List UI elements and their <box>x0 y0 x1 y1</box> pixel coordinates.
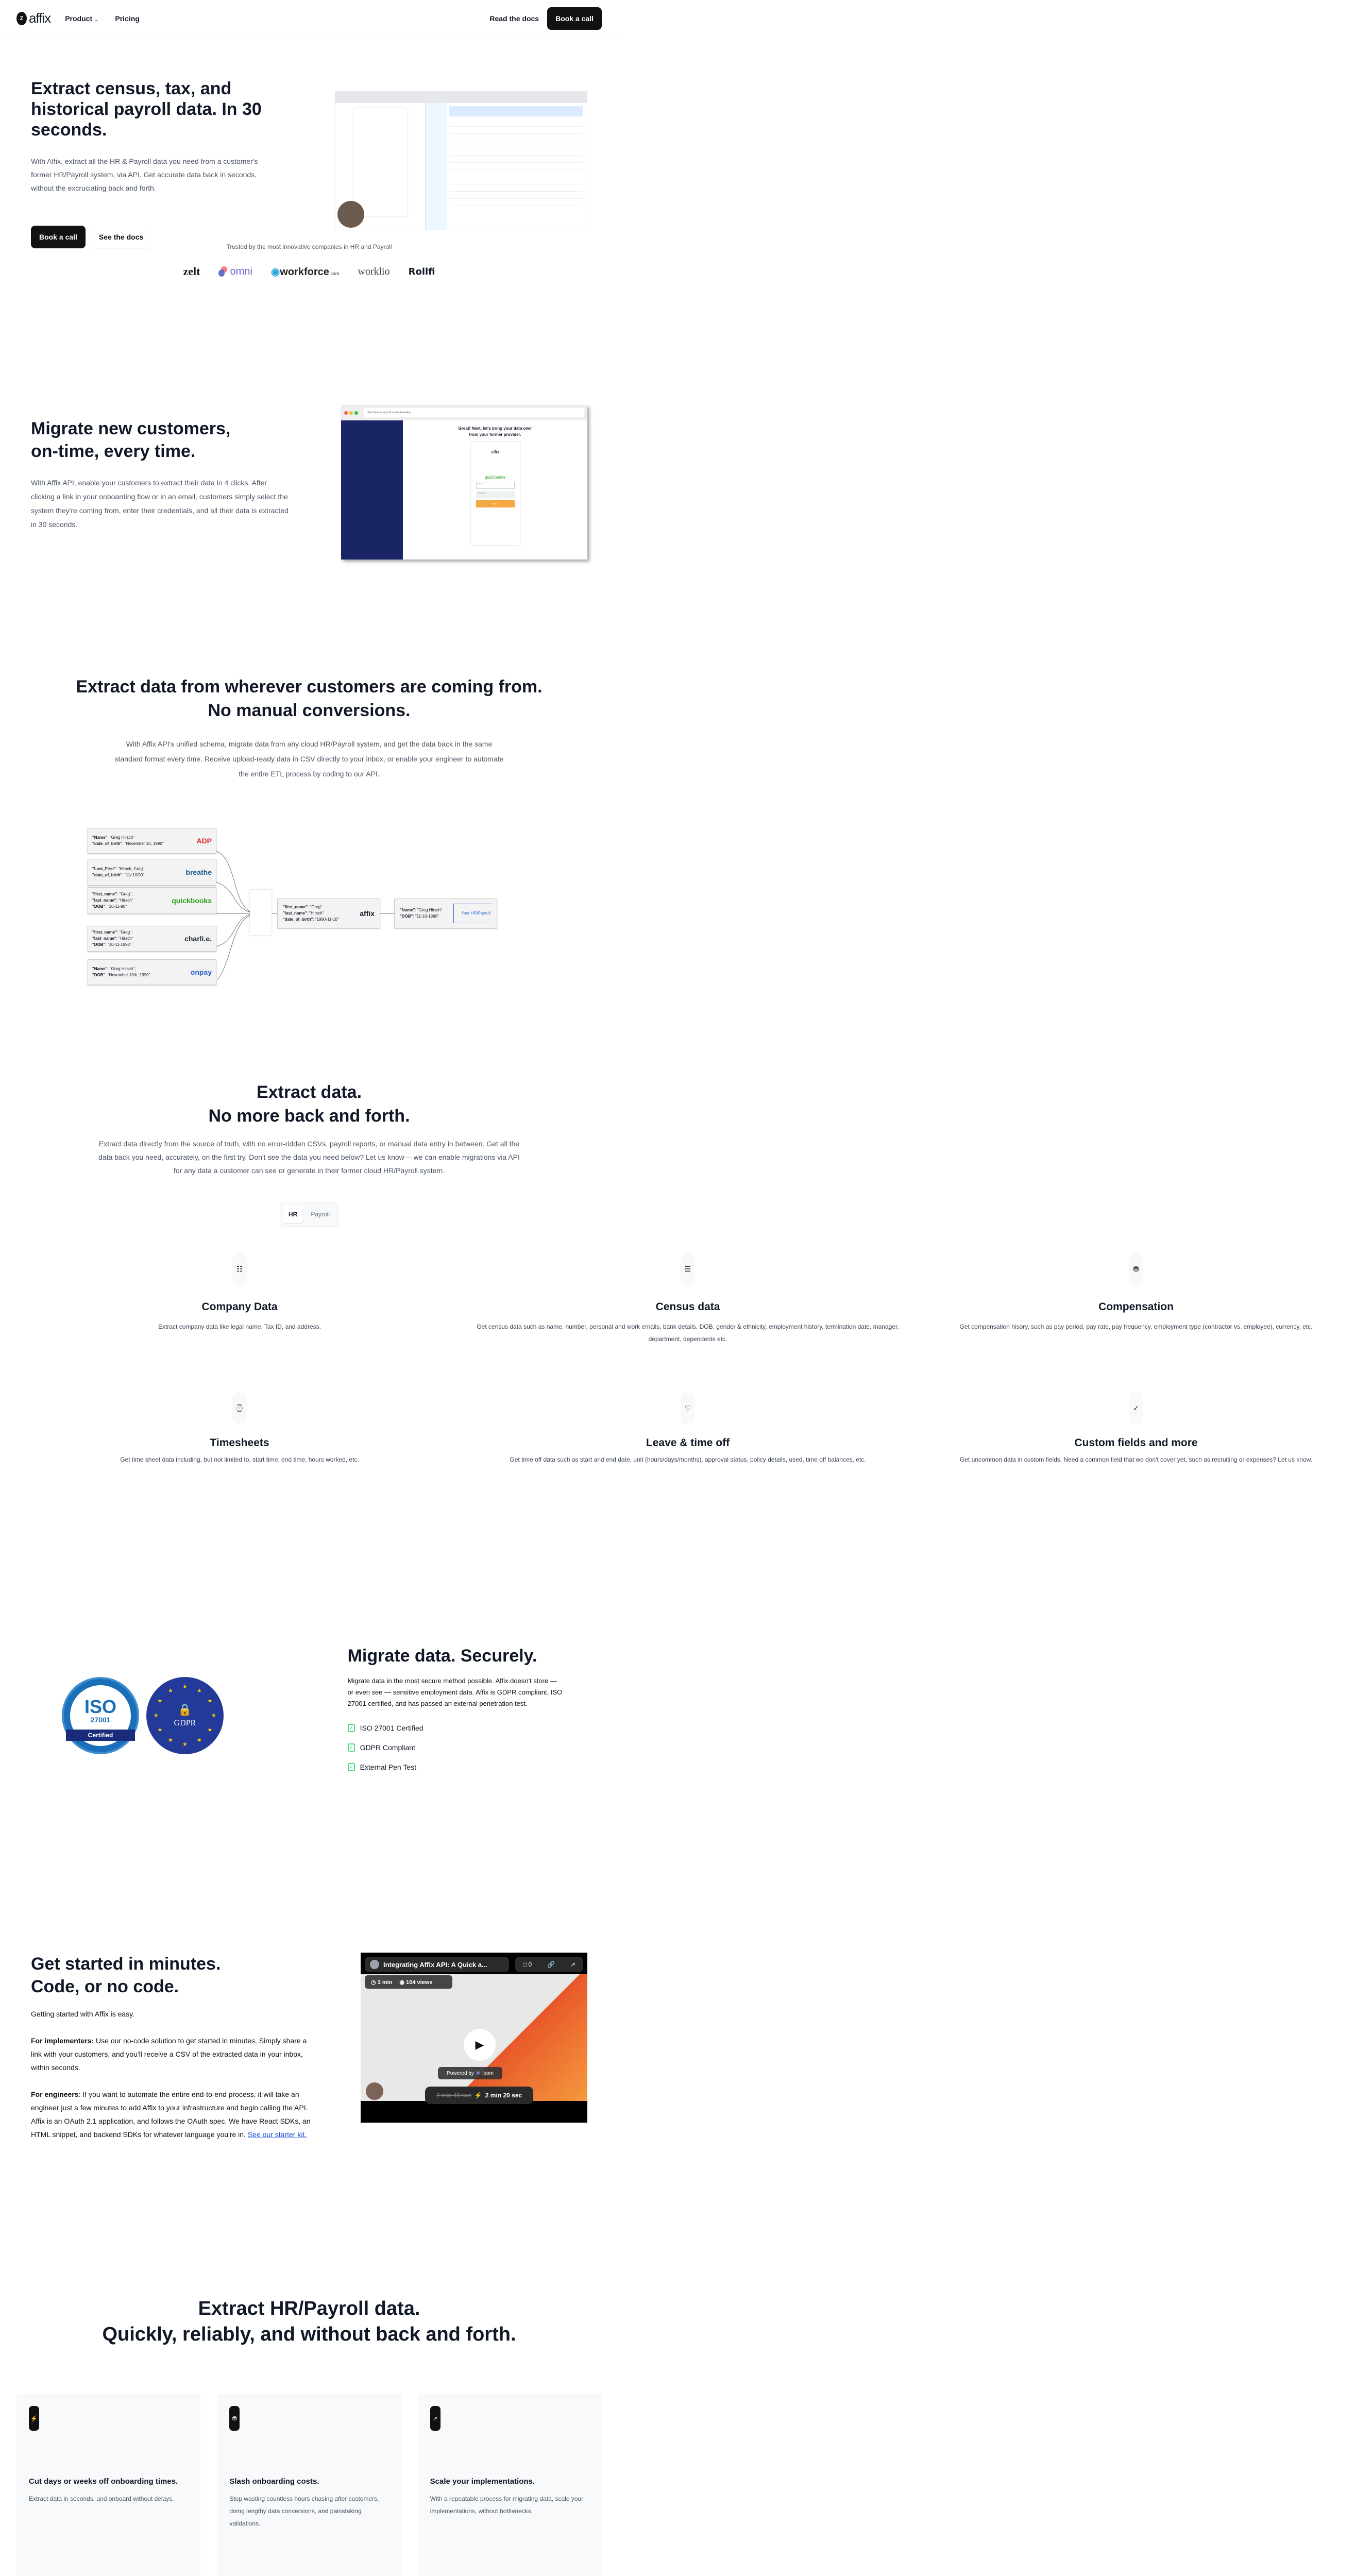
connector-line <box>216 851 252 913</box>
source-logo: breathe <box>185 868 212 876</box>
powered-by-loom: Powered by ✺ loom <box>438 2067 502 2079</box>
top-nav <box>0 0 618 37</box>
omni-logo: omni <box>218 266 252 278</box>
leave-icon: ♡ <box>681 1392 695 1425</box>
presenter-webcam <box>337 201 364 228</box>
connector-line <box>216 882 252 913</box>
source-system-box: "first_name": "Greg", "last_name": "Hirsch" "DOB": "10-11-1990" charli.e. <box>88 926 216 952</box>
checkbox-icon: ✓ <box>348 1724 355 1732</box>
trusted-label: Trusted by the most innovative companies in HR and Payroll <box>226 243 392 250</box>
star-icon: ★ <box>168 1687 173 1694</box>
browser-url: https://your-hr-payroll.com/onboarding <box>364 408 584 417</box>
benefit-description: Stop wasting countless hours chasing after customers, doing lengthy data conversions, and painstaking validations. <box>229 2495 379 2527</box>
data-normalization-diagram <box>82 828 536 1013</box>
benefits-section <box>0 2296 618 2347</box>
onboarding-browser-mock <box>341 405 587 560</box>
engineers-paragraph: For engineers: If you want to automate the entire end-to-end process, it will take an engineer just a few minutes to add Affix to your infrastructure and begin calling the API. Affix is an OAuth 2.1 application, and follows the OAuth spec. We have React SDKs, an HTML snippet, and backend SDKs for whatever language you're in. See our starter kit. <box>31 2090 311 2139</box>
affix-connect-phone-mock <box>250 890 272 935</box>
hero-description: With Affix, extract all the HR & Payroll data you need from a customer's former HR/Payroll system, via API. Get accurate data back in seconds, without the excruciating back and forth. <box>31 157 258 192</box>
security-section <box>0 1631 618 1783</box>
source-system-box: "Name": "Greg Hirsch", "DOB": "November 10th, 1990" onpay <box>88 959 216 985</box>
see-docs-button[interactable]: See the docs <box>91 226 151 248</box>
benefit-card <box>418 2394 602 2576</box>
employees-table-mock <box>426 103 587 230</box>
playback-speed-info: 2 min 48 sec ⚡ 2 min 20 sec <box>425 2087 533 2104</box>
hero-demo-video[interactable] <box>335 91 587 230</box>
affix-normalized-box: "first_name": "Greg" "last_name": "Hirsch" "date_of_birth": "1990-11-10" affix <box>277 899 380 928</box>
read-docs-link[interactable]: Read the docs <box>489 14 539 23</box>
growth-chart-icon: ↗ <box>430 2406 441 2431</box>
browser-tabs-mock <box>335 92 587 103</box>
video-title-bar[interactable]: Integrating Affix API: A Quick a... <box>365 1957 509 1972</box>
feature-title: Company Data <box>201 1301 278 1313</box>
starter-kit-link[interactable]: See our starter kit. <box>247 2130 307 2139</box>
affix-logo: affix <box>360 909 375 918</box>
feature-description: Extract company data like legal name, Tax ID, and address. <box>158 1323 321 1330</box>
benefit-title: Scale your implementations. <box>430 2477 535 2486</box>
get-started-section <box>0 1880 618 2141</box>
play-icon: ▶ <box>475 2038 484 2051</box>
feature-description: Get time off data such as start and end date, unit (hours/days/months), approval status, policy details, used, time off balances, etc. <box>510 1456 866 1463</box>
compliance-check-item: ✓ External Pen Test <box>348 1763 587 1771</box>
hero-text <box>31 68 273 241</box>
feature-title: Census data <box>655 1301 720 1313</box>
benefit-card <box>16 2394 200 2576</box>
comment-button[interactable]: □ 0 <box>522 1961 532 1968</box>
play-button[interactable] <box>464 2029 496 2061</box>
data-type-feature <box>917 1392 1355 1466</box>
eye-icon: ◉ <box>399 1979 405 1986</box>
benefit-description: With a repeatable process for migrating data, scale your implementations, without bottlenecks. <box>430 2495 584 2515</box>
benefit-card <box>217 2394 401 2576</box>
password-input[interactable]: Password <box>476 491 515 498</box>
video-meta: ◷ 3 min ◉ 104 views <box>365 1975 452 1989</box>
expand-icon[interactable]: ⤢ <box>574 212 581 220</box>
migrate-title: Migrate new customers, on-time, every time. <box>31 419 231 461</box>
unified-schema-section <box>0 675 618 782</box>
star-icon: ★ <box>207 1698 213 1704</box>
presenter-webcam <box>366 2082 383 2100</box>
connector-line <box>217 914 252 980</box>
benefits-title: Extract HR/Payroll data. Quickly, reliably, and without back and forth. <box>102 2298 516 2345</box>
census-document-icon: ☰ <box>681 1252 695 1285</box>
minimize-dot-icon <box>349 411 353 415</box>
get-started-title: Get started in minutes. Code, or no code. <box>31 1954 221 1996</box>
star-icon: ★ <box>182 1684 188 1690</box>
unified-schema-title: Extract data from wherever customers are coming from. No manual conversions. <box>76 677 543 720</box>
nav-links <box>65 14 140 23</box>
data-type-feature <box>469 1392 907 1466</box>
comment-icon: □ <box>522 1961 527 1968</box>
star-icon: ★ <box>168 1737 173 1744</box>
data-types-description: Extract data directly from the source of truth, with no error-ridden CSVs, payroll reports, or manual data entry in between. Get all the data back you need, accurately, on the first try. Don't see the data you need below? Let us know— we can enable migrations via API for any data a customer can see or generate in their former cloud HR/Payroll system. <box>98 1140 520 1175</box>
feature-title: Custom fields and more <box>1074 1437 1198 1449</box>
compliance-badges <box>62 1631 348 1783</box>
fast-lightning-icon: ⚡ <box>29 2406 39 2431</box>
lock-icon: 🔒 <box>178 1703 192 1716</box>
benefit-description: Extract data in seconds, and onboard without delays. <box>29 2495 174 2502</box>
maximize-dot-icon <box>354 411 358 415</box>
your-hr-payroll-box: "Name": "Greg Hirsch" "DOB": "11-10-1990" Your HR/Payroll <box>394 899 497 928</box>
star-icon: ★ <box>197 1687 202 1694</box>
coins-stack-icon: ⛃ <box>229 2406 240 2431</box>
source-logo: ADP <box>196 837 212 845</box>
migrate-description: With Affix API, enable your customers to extract their data in 4 clicks. After clicking a link in your onboarding flow or in an email, customers simply select the system they're coming from, enter their credentials, and all their data is extracted in 30 seconds. <box>31 479 289 529</box>
tab-hr[interactable]: HR <box>283 1206 302 1223</box>
star-icon: ★ <box>157 1698 163 1704</box>
lightning-icon: ⚡ <box>474 2092 482 2099</box>
source-system-box: "Name": "Greg Hirsch" "date_of_birth": "November 10, 1990" ADP <box>88 828 216 854</box>
source-system-box: "Last_First": "Hirsch, Greg" "date_of_birth": "11/ 10/90" breathe <box>88 859 216 886</box>
coins-icon: ⛃ <box>1129 1252 1143 1285</box>
video-actions <box>515 1957 583 1972</box>
your-hr-payroll-label: Your HR/Payroll <box>453 904 492 923</box>
nav-pricing[interactable]: Pricing <box>115 14 140 23</box>
star-icon: ★ <box>154 1713 159 1719</box>
data-type-feature <box>21 1392 459 1466</box>
checkbox-icon: ✓ <box>348 1743 355 1752</box>
feature-title: Compensation <box>1098 1301 1174 1313</box>
feature-description: Get uncommon data in custom fields. Need a common field that we don't cover yet, such as recruiting or expenses? Let us know. <box>960 1456 1312 1463</box>
iso-27001-badge: ISO 27001 Certified <box>62 1677 139 1754</box>
customer-logos <box>0 265 618 278</box>
implementers-paragraph: For implementers: Use our no-code solution to get started in minutes. Simply share a link with your customers, and you'll receive a CSV of the extracted data in your inbox, within seconds. <box>31 2037 307 2072</box>
feature-title: Leave & time off <box>646 1437 730 1449</box>
compliance-checklist <box>348 1724 587 1771</box>
benefit-title: Slash onboarding costs. <box>229 2477 319 2486</box>
security-description: Migrate data in the most secure method possible. Affix doesn't store — or even see — sensitive employment data. Affix is GDPR compliant, ISO 27001 certified, and has passed an external penetration test. <box>347 1677 563 1707</box>
sign-in-button[interactable]: Sign in <box>476 500 515 507</box>
worklio-logo: worklio <box>358 265 390 277</box>
feature-description: Get census data such as name, number, personal and work emails, bank details, DOB, gender & ethnicity, employment history, termination date, manager, department, dependents etc. <box>477 1323 899 1343</box>
workforce-logo: ◉workforce.com <box>270 266 340 278</box>
hero-section <box>0 37 618 241</box>
checkbox-icon: ✓ <box>348 1763 355 1771</box>
clock-icon: ◷ <box>371 1979 376 1986</box>
hero-title: Extract census, tax, and historical payroll data. In 30 seconds. <box>31 79 262 140</box>
card-quickbooks-logo: quickbooks <box>484 475 506 480</box>
source-logo: quickbooks <box>172 896 212 905</box>
hr-payroll-toggle <box>280 1202 338 1227</box>
feature-description: Get time sheet data including, but not limited to, start time, end time, hours worked, etc. <box>120 1456 359 1463</box>
star-icon: ★ <box>197 1737 202 1744</box>
loom-icon: ✺ <box>476 2070 481 2076</box>
tab-payroll[interactable]: Payroll <box>311 1211 330 1218</box>
loom-video-embed[interactable] <box>361 1953 587 2123</box>
hero-book-call-button[interactable]: Book a call <box>31 226 86 248</box>
link-icon[interactable]: 🔗 <box>547 1961 555 1968</box>
migrate-section <box>0 397 618 603</box>
onboarding-heading: Great! Next, let's bring your data over from your former provider. <box>458 426 532 437</box>
check-circle-icon: ✓ <box>1129 1392 1143 1425</box>
compliance-check-item: ✓ GDPR Compliant <box>348 1743 587 1752</box>
data-type-feature <box>917 1252 1355 1345</box>
book-call-button[interactable]: Book a call <box>547 7 602 30</box>
benefit-title: Cut days or weeks off onboarding times. <box>29 2477 178 2486</box>
nav-product[interactable]: Product ⌄ <box>65 14 99 23</box>
get-started-intro: Getting started with Affix is easy. <box>31 2010 135 2018</box>
data-types-section <box>0 1080 1313 1466</box>
card-affix-logo: affix <box>490 449 500 454</box>
unified-schema-description: With Affix API's unified schema, migrate data from any cloud HR/Payroll system, and get the data back in the same standard format every time. Receive upload-ready data in CSV directly to your inbox, or enable your engineer to automate the entire ETL process by coding to our API. <box>114 740 504 778</box>
data-type-features <box>0 1252 1313 1466</box>
rollfi-logo: Rollfi <box>408 266 435 277</box>
security-title: Migrate data. Securely. <box>347 1646 537 1666</box>
external-link-icon[interactable]: ↗ <box>570 1961 576 1968</box>
affix-connect-card <box>471 442 520 545</box>
source-system-box: "first_name": "Greg", "last_name": "Hirsch" "DOB": "10-11-90" quickbooks <box>88 887 216 914</box>
data-types-title: Extract data. No more back and forth. <box>208 1082 410 1126</box>
affix-logo[interactable] <box>16 10 50 26</box>
star-icon: ★ <box>207 1727 213 1733</box>
zelt-logo: zelt <box>183 265 200 278</box>
data-type-feature <box>21 1252 459 1345</box>
source-logo: charli.e. <box>184 935 212 943</box>
close-dot-icon <box>344 411 348 415</box>
email-input[interactable]: Email <box>476 482 515 489</box>
author-avatar <box>370 1960 379 1969</box>
connector-line <box>216 914 252 946</box>
onboarding-sidebar <box>341 420 403 560</box>
star-icon: ★ <box>157 1727 163 1733</box>
timesheet-icon: ⌚ <box>232 1392 247 1425</box>
benefit-cards <box>0 2394 618 2576</box>
chevron-down-icon: ⌄ <box>94 16 99 23</box>
logo-text: affix <box>29 10 51 26</box>
feature-description: Get compensation hisory, such as pay period, pay rate, pay frequency, employment type (contractor vs. employee), currency, etc. <box>959 1323 1313 1330</box>
feature-title: Timesheets <box>210 1437 269 1449</box>
source-logo: onpay <box>190 968 212 976</box>
compliance-check-item: ✓ ISO 27001 Certified <box>348 1724 587 1732</box>
affix-logo-icon: Z <box>16 12 27 25</box>
data-type-feature <box>469 1252 907 1345</box>
star-icon: ★ <box>182 1741 188 1748</box>
org-chart-icon: ☷ <box>232 1252 247 1285</box>
nav-actions <box>489 7 602 30</box>
gdpr-badge: 🔒 GDPR ★ ★ ★ ★ ★ ★ ★ ★ ★ ★ ★ ★ <box>146 1677 224 1754</box>
star-icon: ★ <box>211 1713 216 1719</box>
